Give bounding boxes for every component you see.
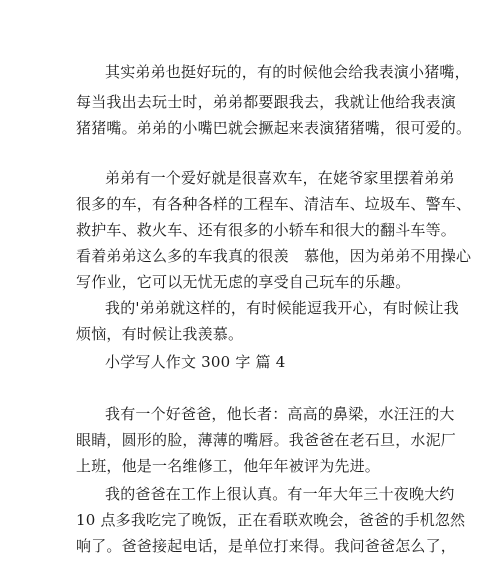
paragraph-line: 响了。爸爸接起电话，是单位打来得。我问爸爸怎么了， xyxy=(76,537,457,555)
paragraph-line: 猪猪嘴。弟弟的小嘴巴就会撅起来表演猪猪嘴，很可爱的。 xyxy=(76,119,472,137)
paragraph-line: 眼睛，圆形的脸，薄薄的嘴唇。我爸爸在老石旦，水泥厂 xyxy=(76,431,457,449)
paragraph-line: 其实弟弟也挺好玩的，有的时候他会给我表演小猪嘴， xyxy=(105,63,470,81)
paragraph-line: 写作业，它可以无忧无虑的享受自己玩车的乐趣。 xyxy=(76,273,411,291)
paragraph-line: 10 点多我吃完了晚饭，正在看联欢晚会，爸爸的手机忽然 xyxy=(76,511,466,529)
paragraph-line: 我有一个好爸爸，他长者：高高的鼻梁，水汪汪的大 xyxy=(105,405,455,423)
paragraph-line: 我的爸爸在工作上很认真。有一年大年三十夜晚大约 xyxy=(105,485,455,503)
paragraph-line: 看着弟弟这么多的车我真的很羡 慕他，因为弟弟不用操心 xyxy=(76,247,472,265)
paragraph-line: 很多的车，有各种各样的工程车、清洁车、垃圾车、警车、 xyxy=(76,195,472,213)
paragraph-line: 我的'弟弟就这样的，有时候能逗我开心，有时候让我 xyxy=(105,299,459,317)
paragraph-line: 烦恼，有时候让我羡慕。 xyxy=(76,325,244,343)
paragraph-line: 上班，他是一名维修工，他年年被评为先进。 xyxy=(76,457,381,475)
paragraph-line: 救护车、救火车、还有很多的小轿车和很大的翻斗车等。 xyxy=(76,221,457,239)
paragraph-line: 弟弟有一个爱好就是很喜欢车，在姥爷家里摆着弟弟 xyxy=(105,169,455,187)
section-heading: 小学写人作文 300 字 篇 4 xyxy=(105,353,286,371)
paragraph-line: 每当我出去玩士时，弟弟都要跟我去，我就让他给我表演 xyxy=(76,93,457,111)
